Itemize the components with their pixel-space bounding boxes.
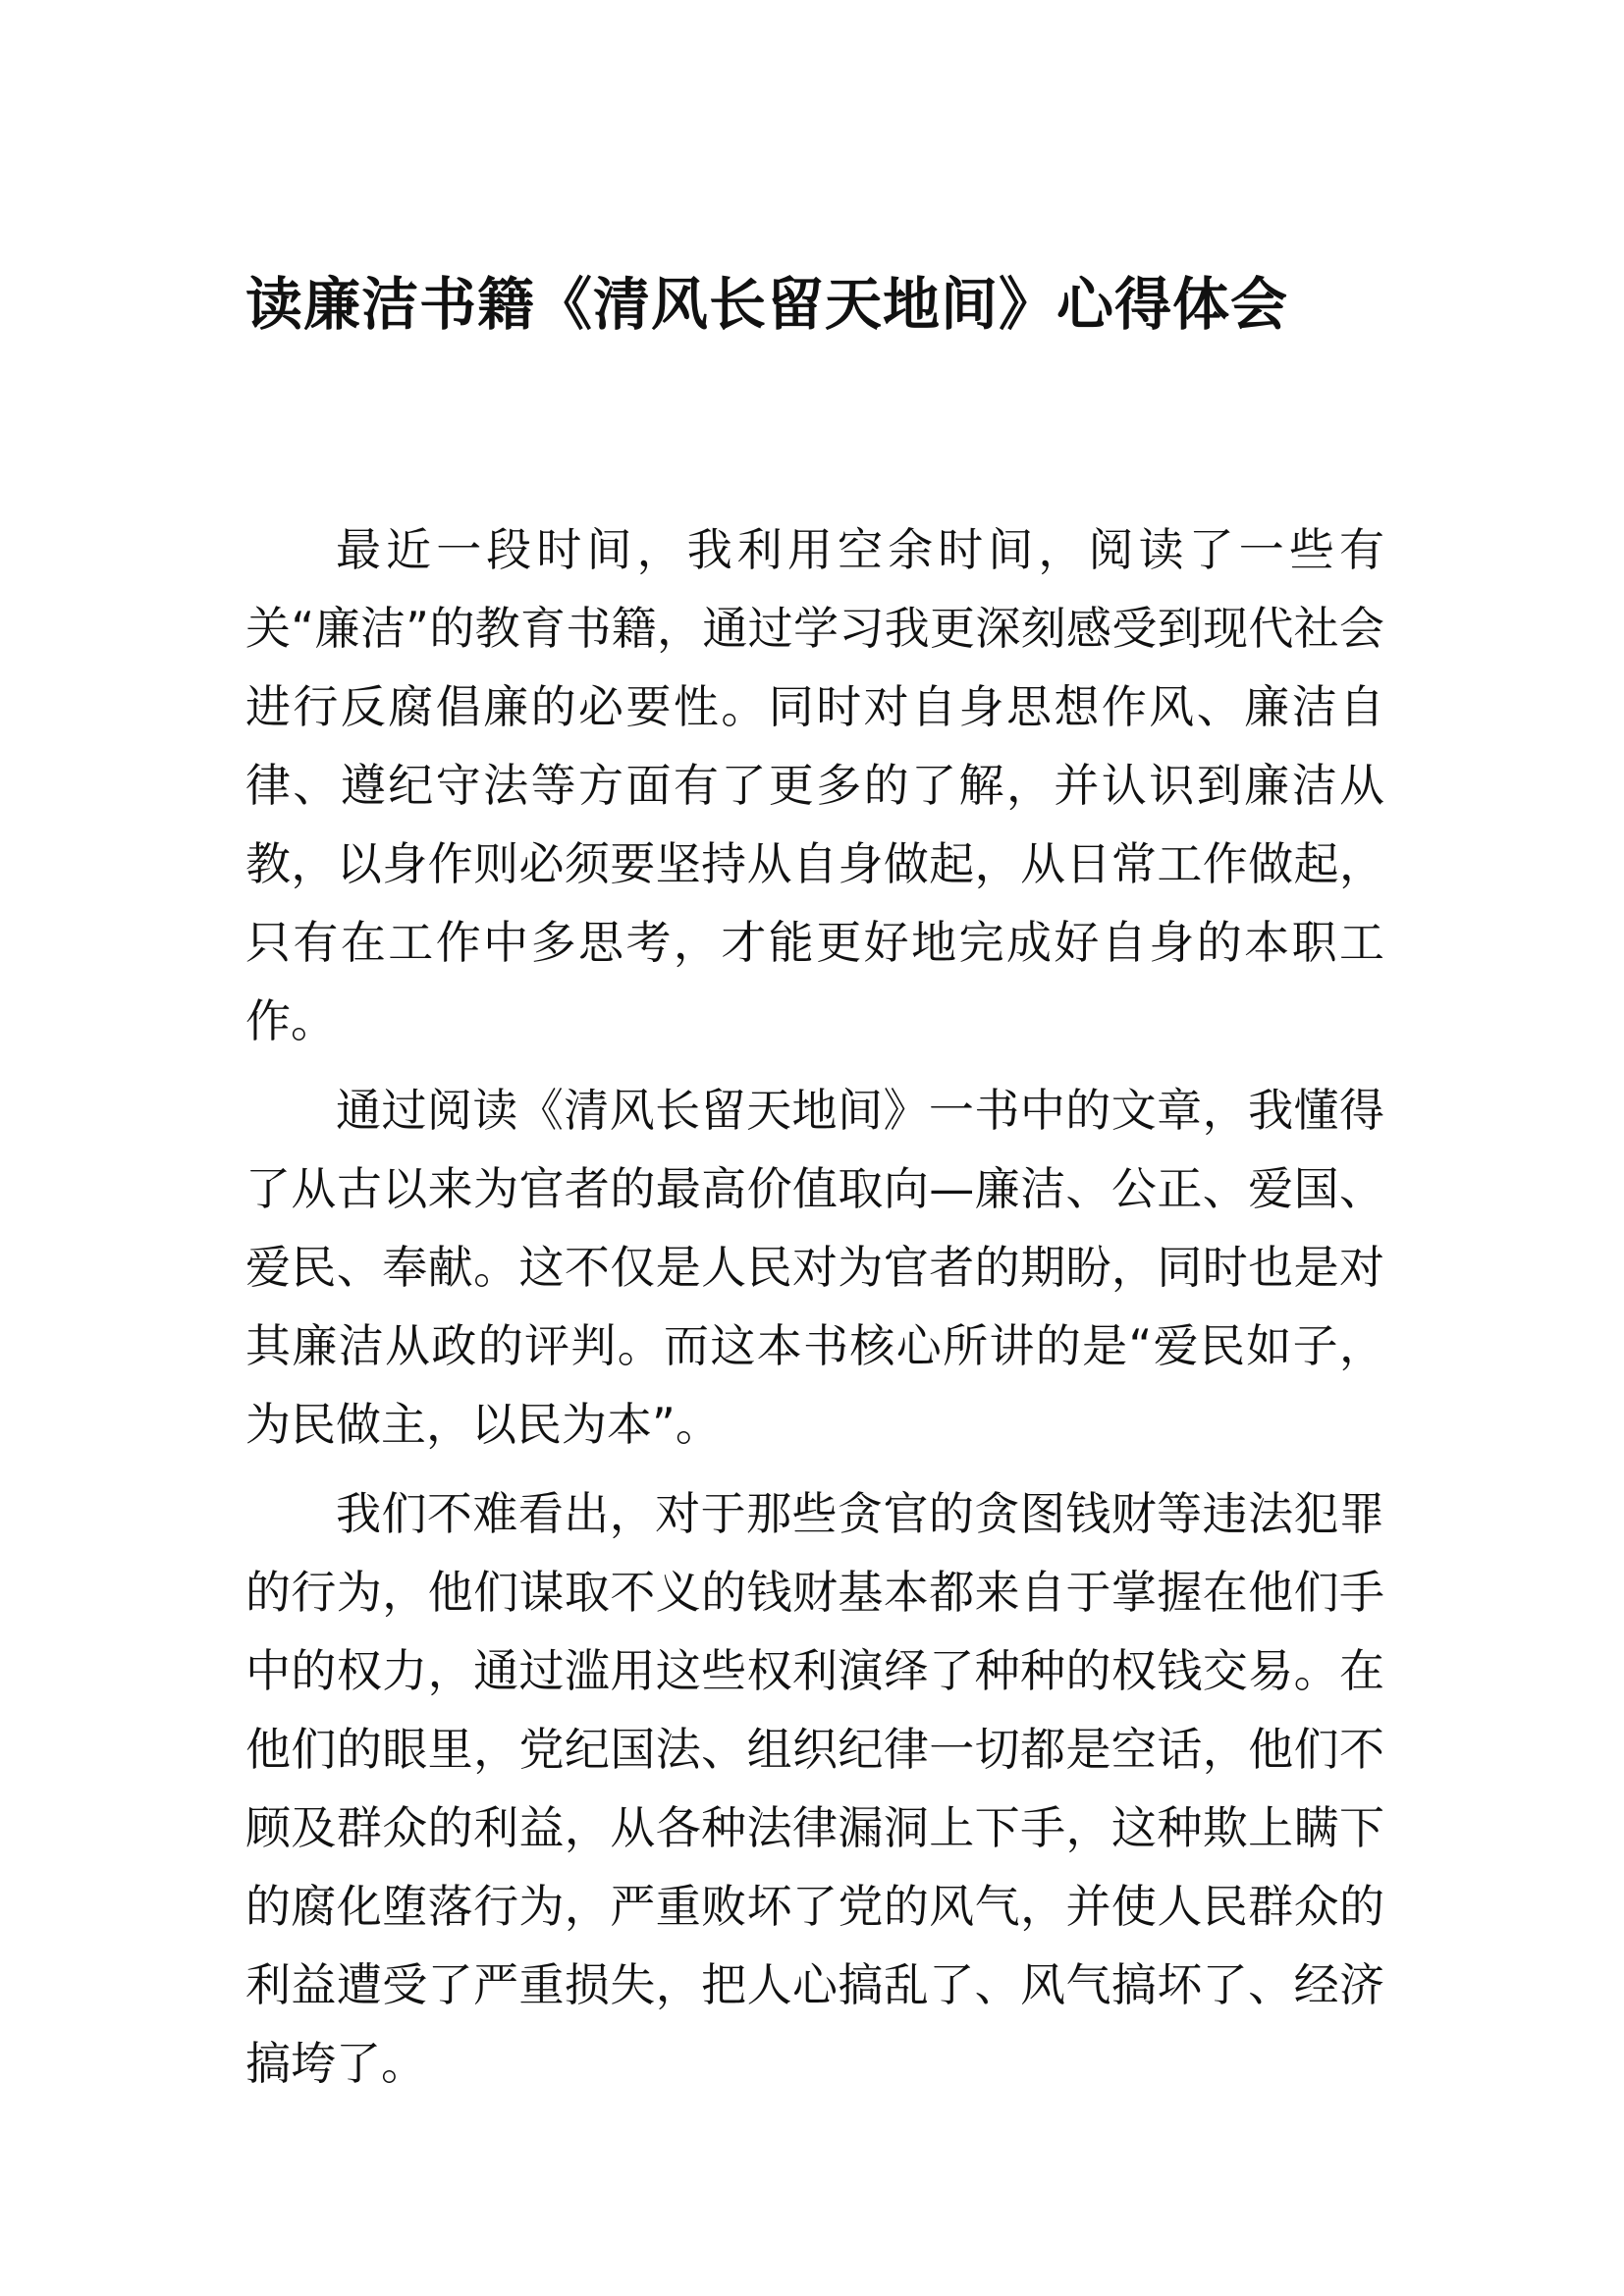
document-title: 读廉洁书籍《清风长留天地间》心得体会 — [245, 271, 1289, 338]
paragraph-1: 最近一段时间，我利用空余时间，阅读了一些有关“廉洁”的教育书籍，通过学习我更深刻感受到现代社会进行反腐倡廉的必要性。同时对自身思想作风、廉洁自律、遵纪守法等方面有了更多的了解，并认识到廉洁从教，以身作则必须要坚持从自身做起，从日常工作做起，只有在工作中多思考，才能更好地完成好自身的本职工作。 — [245, 523, 1384, 1047]
document-body — [245, 510, 1384, 2113]
paragraph-3: 我们不难看出，对于那些贪官的贪图钱财等违法犯罪的行为，他们谋取不义的钱财基本都来自于掌握在他们手中的权力，通过滥用这些权利演绎了种种的权钱交易。在他们的眼里，党纪国法、组织纪律一切都是空话，他们不顾及群众的利益，从各种法律漏洞上下手，这种欺上瞒下的腐化堕落行为，严重败坏了党的风气，并使人民群众的利益遭受了严重损失，把人心搞乱了、风气搞坏了、经济搞垮了。 — [245, 1487, 1384, 2090]
paragraph-2: 通过阅读《清风长留天地间》一书中的文章，我懂得了从古以来为官者的最高价值取向—廉洁、公正、爱国、爱民、奉献。这不仅是人民对为官者的期盼，同时也是对其廉洁从政的评判。而这本书核心所讲的是“爱民如子，为民做主，以民为本”。 — [245, 1084, 1384, 1451]
